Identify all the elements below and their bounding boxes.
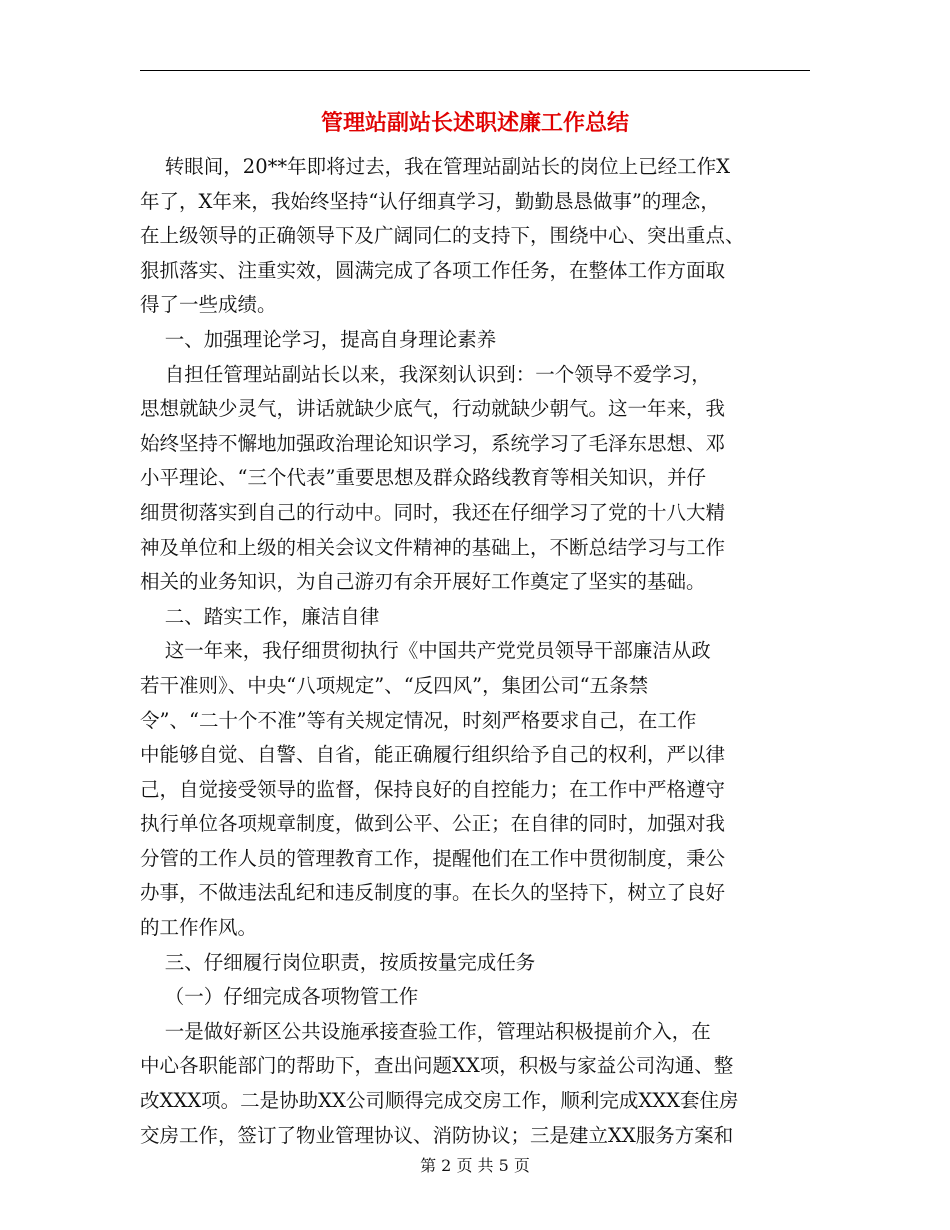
text-line: 交房工作，签订了物业管理协议、消防协议；三是建立XX服务方案和: [140, 1123, 734, 1147]
text-line: 细贯彻落实到自己的行动中。同时，我还在仔细学习了党的十八大精: [140, 500, 726, 524]
text-line: 转眼间，20**年即将过去，我在管理站副站长的岗位上已经工作X: [140, 155, 730, 178]
text-line: 小平理论、“三个代表”重要思想及群众路线教育等相关知识，并仔: [140, 466, 706, 490]
text-line: 己，自觉接受领导的监督，保持良好的自控能力；在工作中严格遵守: [140, 777, 726, 801]
text-line: 一、加强理论学习，提高自身理论素养: [140, 327, 497, 351]
header-rule: [140, 70, 810, 71]
text-line: 执行单位各项规章制度，做到公平、公正；在自律的同时，加强对我: [140, 812, 726, 836]
document-body: [140, 150, 810, 1153]
document-title: 管理站副站长述职述廉工作总结: [320, 111, 629, 136]
text-line: 令”、“二十个不准”等有关规定情况，时刻严格要求自己，在工作: [140, 708, 697, 732]
text-line: 得了一些成绩。: [140, 293, 277, 317]
text-line: 中心各职能部门的帮助下，查出问题XX项，积极与家益公司沟通、整: [140, 1054, 734, 1078]
text-line: 的工作作风。: [140, 916, 258, 940]
text-line: 分管的工作人员的管理教育工作，提醒他们在工作中贯彻制度，秉公: [140, 846, 726, 870]
text-line: 二、踏实工作，廉洁自律: [140, 604, 380, 628]
text-line: 中能够自觉、自警、自省，能正确履行组织给予自己的权利，严以律: [140, 743, 726, 767]
text-line: 年了，X年来，我始终坚持“认仔细真学习，勤勤恳恳做事”的理念，: [140, 189, 720, 213]
text-line: 在上级领导的正确领导下及广阔同仁的支持下，围绕中心、突出重点、: [140, 224, 745, 248]
text-line: 这一年来，我仔细贯彻执行《中国共产党党员领导干部廉洁从政: [140, 639, 711, 663]
text-line: 三、仔细履行岗位职责，按质按量完成任务: [140, 950, 536, 974]
text-line: 始终坚持不懈地加强政治理论知识学习，系统学习了毛泽东思想、邓: [140, 431, 726, 455]
text-line: 改XXX项。二是协助XX公司顺得完成交房工作，顺利完成XXX套住房: [140, 1089, 739, 1113]
text-line: 神及单位和上级的相关会议文件精神的基础上，不断总结学习与工作: [140, 535, 726, 559]
text-line: 狠抓落实、注重实效，圆满完成了各项工作任务，在整体工作方面取: [140, 258, 726, 282]
text-line: 思想就缺少灵气，讲话就缺少底气，行动就缺少朝气。这一年来，我: [140, 397, 726, 421]
text-line: 自担任管理站副站长以来，我深刻认识到：一个领导不爱学习，: [140, 362, 711, 386]
text-line: （一）仔细完成各项物管工作: [140, 985, 419, 1009]
text-line: 相关的业务知识，为自己游刃有余开展好工作奠定了坚实的基础。: [140, 570, 706, 594]
page-number: 第 2 页 共 5 页: [420, 1156, 530, 1175]
text-line: 一是做好新区公共设施承接查验工作，管理站积极提前介入，在: [140, 1019, 711, 1043]
text-line: 办事，不做违法乱纪和违反制度的事。在长久的坚持下，树立了良好: [140, 881, 726, 905]
text-line: 若干准则》、中央“八项规定”、“反四风”，集团公司“五条禁: [140, 673, 649, 697]
